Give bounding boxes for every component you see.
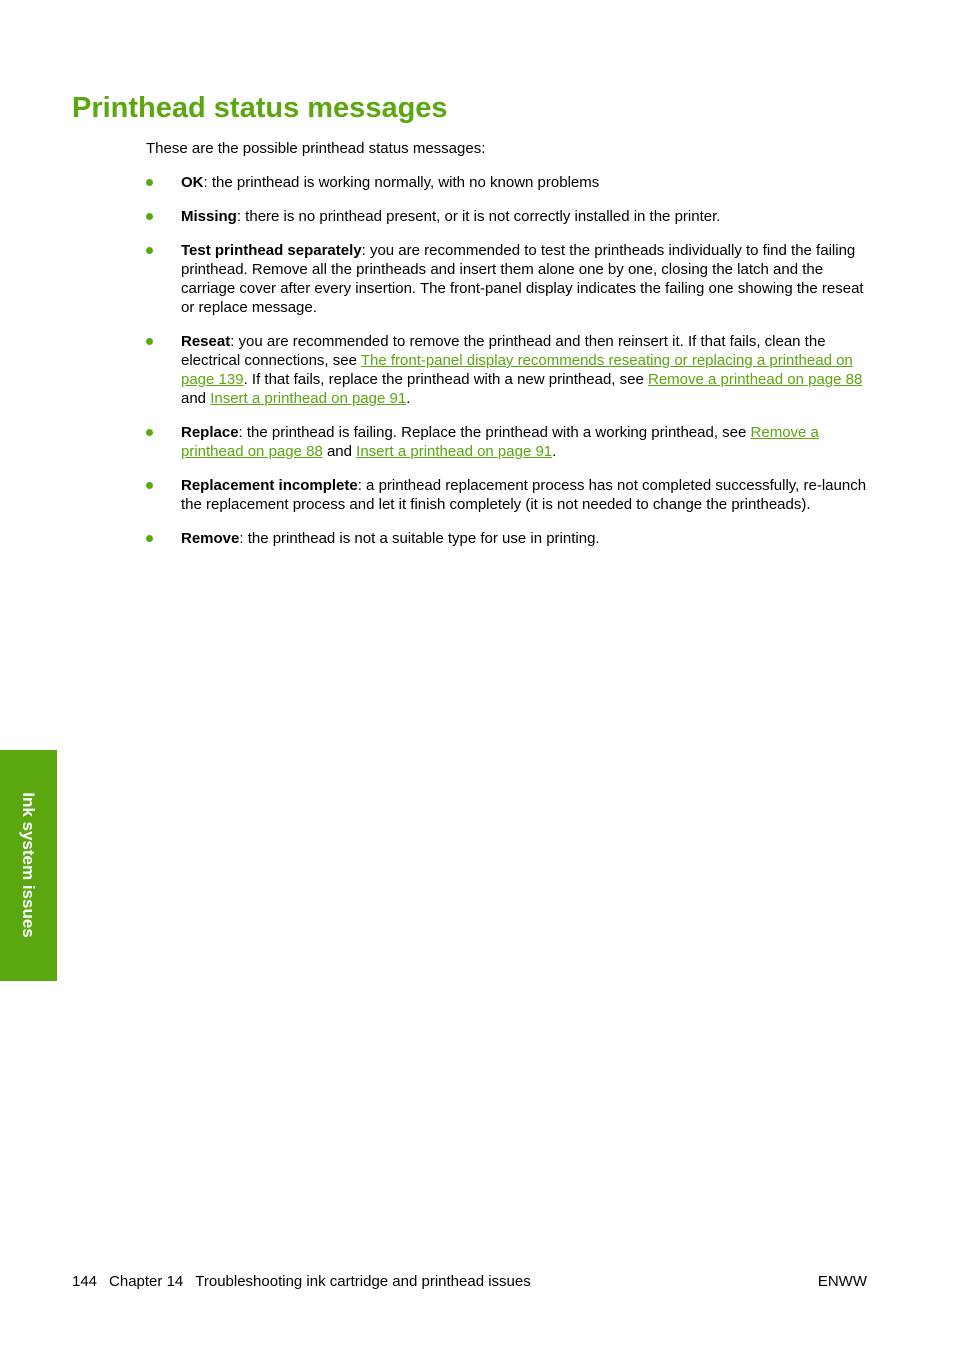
footer-chapter-title: Troubleshooting ink cartridge and printhead issues	[195, 1273, 531, 1290]
item-term: Missing	[181, 208, 237, 225]
item-text: : a printhead replacement process has not completed successfully, re-launch the replacement process and let it finish completely (it is not needed to change the printheads).	[181, 477, 867, 513]
intro-text: These are the possible printhead status messages:	[146, 140, 486, 157]
item-text: : the printhead is not a suitable type for use in printing.	[239, 530, 600, 547]
item-term: Test printhead separately	[181, 242, 362, 259]
chapter-side-tab	[0, 750, 57, 981]
bullet-icon	[146, 429, 153, 436]
item-term: Replacement incomplete	[181, 477, 358, 494]
status-message-list	[146, 173, 872, 563]
item-text: .	[406, 390, 411, 407]
list-item-replacement-incomplete	[146, 476, 872, 514]
footer-right: ENWW	[817, 1273, 867, 1290]
item-text: and	[181, 390, 211, 407]
footer-chapter: Chapter 14	[109, 1273, 184, 1290]
item-text: : the printhead is failing. Replace the printhead with a working printhead, see	[238, 424, 751, 441]
page-title: Printhead status messages	[72, 92, 448, 124]
bullet-icon	[146, 338, 153, 345]
link-remove-printhead-page-88[interactable]: Remove a printhead on page 88	[648, 371, 863, 388]
list-item-missing	[146, 207, 872, 226]
bullet-icon	[146, 482, 153, 489]
list-item-remove	[146, 529, 872, 548]
link-insert-printhead-page-91[interactable]: Insert a printhead on page 91	[210, 390, 407, 407]
list-item-ok	[146, 173, 872, 192]
list-item-replace	[146, 423, 872, 461]
bullet-icon	[146, 535, 153, 542]
item-text: : the printhead is working normally, with no known problems	[203, 174, 600, 191]
item-term: Remove	[181, 530, 240, 547]
side-tab-label: Ink system issues	[19, 792, 38, 938]
item-text: .	[552, 443, 557, 460]
list-item-reseat	[146, 332, 872, 408]
item-text: and	[322, 443, 357, 460]
footer-left	[72, 1272, 531, 1291]
bullet-icon	[146, 179, 153, 186]
page-number: 144	[72, 1273, 98, 1290]
link-reseat-replace-page-139[interactable]: The front-panel display recommends reseating or replacing a printhead on page 139	[181, 352, 853, 388]
link-insert-printhead-page-91[interactable]: Insert a printhead on page 91	[356, 443, 553, 460]
item-text: : there is no printhead present, or it is not correctly installed in the printer.	[236, 208, 721, 225]
link-remove-printhead-page-88[interactable]: Remove a printhead on page 88	[181, 424, 819, 460]
bullet-icon	[146, 247, 153, 254]
item-text: : you are recommended to test the printheads individually to find the failing printhead. Remove all the printheads and insert them alone one by one, closing the latch and the carriage cover after every insertion. The front-panel display indicates the failing one showing the reseat or replace message.	[181, 242, 864, 316]
item-term: OK	[181, 174, 204, 191]
item-text: . If that fails, replace the printhead with a new printhead, see	[243, 371, 648, 388]
item-term: Replace	[181, 424, 239, 441]
list-item-test-separately	[146, 241, 872, 317]
bullet-icon	[146, 213, 153, 220]
item-term: Reseat	[181, 333, 231, 350]
item-text: : you are recommended to remove the printhead and then reinsert it. If that fails, clean the electrical connections, see	[181, 333, 826, 369]
